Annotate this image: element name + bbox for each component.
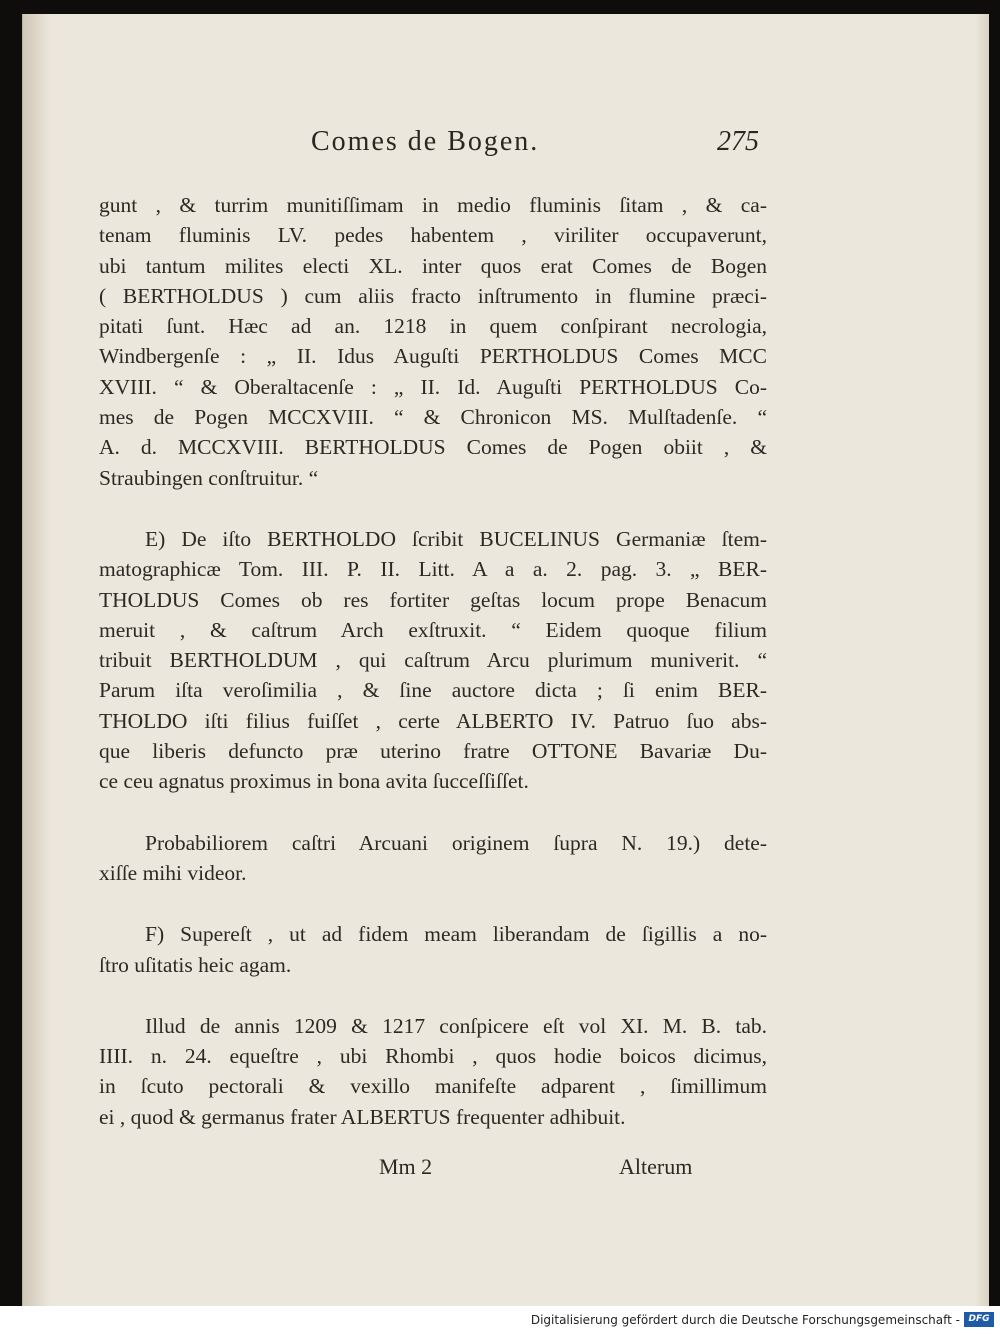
text-line: xiſſe mihi videor. <box>99 860 247 885</box>
paragraph-2 <box>99 524 767 554</box>
page-number: 275 <box>717 126 759 157</box>
text-line: Probabiliorem caſtri Arcuani originem ſupra N. 19.) dete- <box>145 830 767 855</box>
text-line: THOLDO iſti filius fuiſſet , certe ALBERTO IV. Patruo ſuo abs- <box>99 708 767 733</box>
text-line: ſtro uſitatis heic agam. <box>99 952 292 977</box>
catchword: Alterum <box>619 1154 693 1179</box>
page-header <box>23 126 989 176</box>
signature-mark: Mm 2 <box>379 1154 433 1179</box>
text-line: meruit , & caſtrum Arch exſtruxit. “ Eidem quoque filium <box>99 617 767 642</box>
funding-credit: Digitalisierung gefördert durch die Deutsche Forschungsgemeinschaft - <box>530 1313 960 1327</box>
text-line: Straubingen conſtruitur. “ <box>99 465 319 490</box>
text-line: ( BERTHOLDUS ) cum aliis fracto inſtrumento in flumine præci- <box>99 283 767 308</box>
text-line: A. d. MCCXVIII. BERTHOLDUS Comes de Pogen obiit , & <box>99 435 767 460</box>
body-text <box>99 190 767 1132</box>
text-line: Windbergenſe : „ II. Idus Auguſti PERTHOLDUS Comes MCC <box>99 344 767 369</box>
text-line: ce ceu agnatus proximus in bona avita ſucceſſiſſet. <box>99 769 529 794</box>
text-line: tenam fluminis LV. pedes habentem , viriliter occupaverunt, <box>99 223 767 248</box>
text-line: ei , quod & germanus frater ALBERTUS frequenter adhibuit. <box>99 1104 626 1129</box>
text-line: XVIII. “ & Oberaltacenſe : „ II. Id. Auguſti PERTHOLDUS Co- <box>99 374 767 399</box>
paragraph-5 <box>99 1011 767 1132</box>
text-line: ubi tantum milites electi XL. inter quos erat Comes de Bogen <box>99 253 767 278</box>
paragraph-4 <box>99 919 767 980</box>
digitization-footer <box>0 1306 1000 1334</box>
text-line: tribuit BERTHOLDUM , qui caſtrum Arcu plurimum muniverit. “ <box>99 648 767 673</box>
book-page <box>22 14 989 1306</box>
dfg-logo: DFG <box>964 1312 994 1327</box>
text-line: que liberis defuncto præ uterino fratre OTTONE Bavariæ Du- <box>99 739 767 764</box>
text-line: IIII. n. 24. equeſtre , ubi Rhombi , quos hodie boicos dicimus, <box>99 1044 767 1069</box>
text-line: mes de Pogen MCCXVIII. “ & Chronicon MS. Mulſtadenſe. “ <box>99 405 767 430</box>
text-line: in ſcuto pectorali & vexillo manifeſte adparent , ſimillimum <box>99 1074 767 1099</box>
text-line: pitati ſunt. Hæc ad an. 1218 in quem conſpirant necrologia, <box>99 314 767 339</box>
running-head: Comes de Bogen. <box>311 126 540 157</box>
text-line: gunt , & turrim munitiſſimam in medio fluminis ſitam , & ca- <box>99 193 767 217</box>
text-line: Parum iſta veroſimilia , & ſine auctore dicta ; ſi enim BER- <box>99 678 767 703</box>
paragraph-3 <box>99 828 767 889</box>
text-line: THOLDUS Comes ob res fortiter geſtas locum prope Benacum <box>99 587 767 612</box>
text-line: E) De iſto BERTHOLDO ſcribit BUCELINUS Germaniæ ſtem- <box>145 526 767 551</box>
text-line: Illud de annis 1209 & 1217 conſpicere eſt vol XI. M. B. tab. <box>145 1013 767 1038</box>
text-line: matographicæ Tom. III. P. II. Litt. A a a. 2. pag. 3. „ BER- <box>99 557 767 582</box>
catchline <box>23 1154 989 1194</box>
text-line: F) Supereſt , ut ad fidem meam liberandam de ſigillis a no- <box>145 922 767 947</box>
paragraph-1 <box>99 190 767 493</box>
paragraph-2-continued <box>99 554 767 796</box>
